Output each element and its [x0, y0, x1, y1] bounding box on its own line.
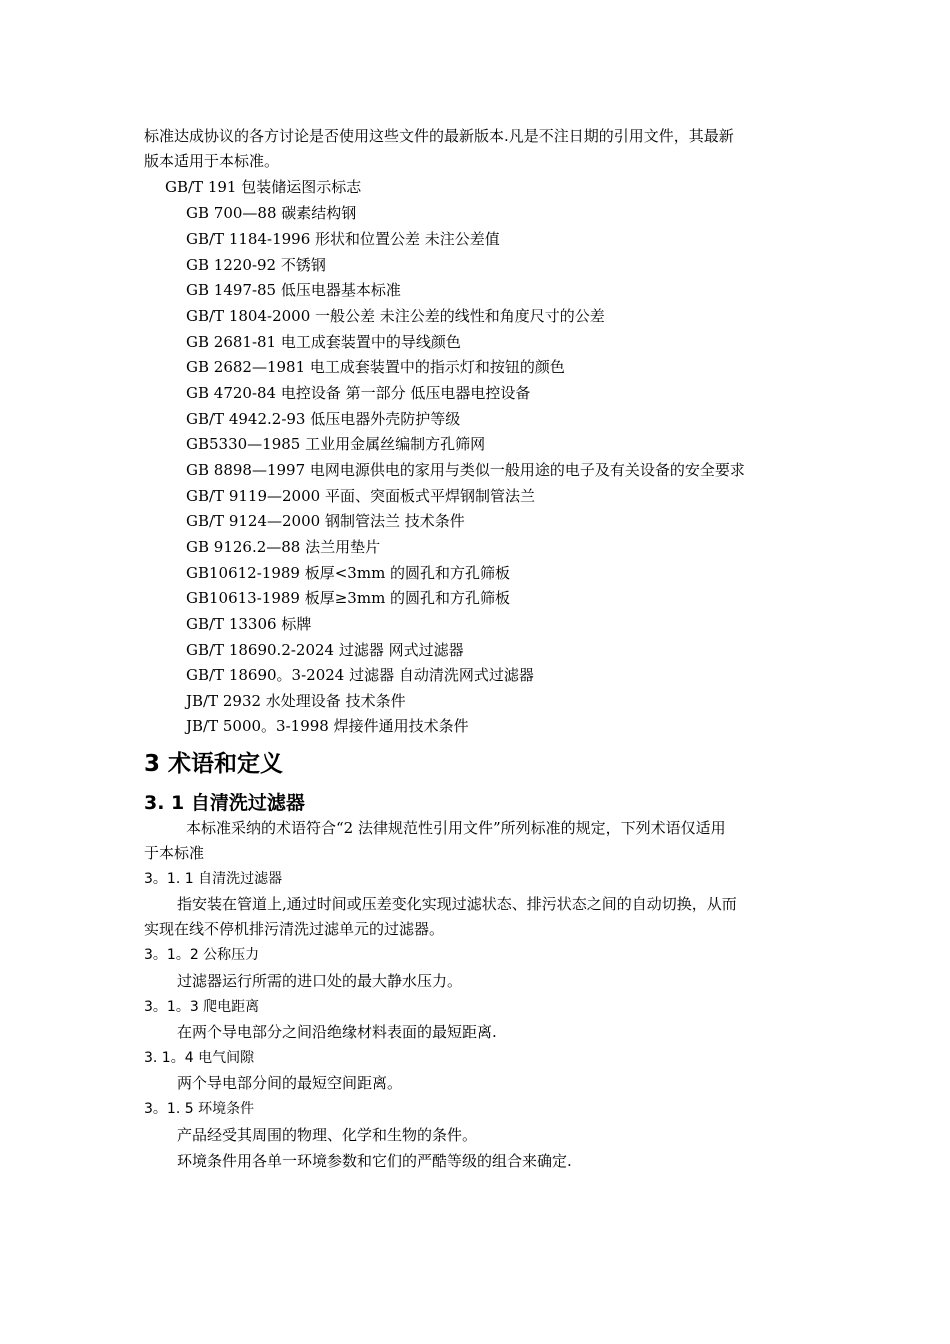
- reference-item: GB/T 9119—2000 平面、突面板式平焊钢制管法兰: [186, 487, 535, 505]
- term-heading: 3。1. 5 环境条件: [144, 1101, 255, 1117]
- reference-item: GB 700—88 碳素结构钢: [186, 204, 357, 222]
- reference-item: GB/T 13306 标牌: [186, 615, 312, 633]
- reference-item: GB10612-1989 板厚<3mm 的圆孔和方孔筛板: [186, 564, 511, 582]
- section-intro-line-2: 于本标准: [144, 844, 205, 862]
- reference-item: GB 2681-81 电工成套装置中的导线颜色: [186, 333, 461, 351]
- term-definition: 过滤器运行所需的进口处的最大静水压力。: [177, 972, 463, 990]
- reference-item: GB/T 4942.2-93 低压电器外壳防护等级: [186, 410, 461, 428]
- reference-item: GB 8898—1997 电网电源供电的家用与类似一般用途的电子及有关设备的安全要求: [186, 461, 745, 479]
- reference-item: GB/T 18690。3-2024 过滤器 自动清洗网式过滤器: [186, 666, 534, 684]
- reference-item: GB10613-1989 板厚≥3mm 的圆孔和方孔筛板: [186, 589, 511, 607]
- term-definition: 实现在线不停机排污清洗过滤单元的过滤器。: [144, 920, 445, 938]
- term-definition: 在两个导电部分之间沿绝缘材料表面的最短距离.: [177, 1023, 497, 1041]
- subsection-title: 3. 1 自清洗过滤器: [144, 792, 305, 814]
- reference-item: GB 2682—1981 电工成套装置中的指示灯和按钮的颜色: [186, 358, 565, 376]
- term-definition: 产品经受其周围的物理、化学和生物的条件。: [177, 1126, 478, 1144]
- reference-item: JB/T 5000。3-1998 焊接件通用技术条件: [186, 717, 469, 735]
- reference-item: GB 1220-92 不锈钢: [186, 256, 326, 274]
- reference-item: JB/T 2932 水处理设备 技术条件: [186, 692, 406, 710]
- reference-item: GB/T 1804-2000 一般公差 未注公差的线性和角度尺寸的公差: [186, 307, 605, 325]
- reference-item: GB 4720-84 电控设备 第一部分 低压电器电控设备: [186, 384, 531, 402]
- reference-item: GB 1497-85 低压电器基本标准: [186, 281, 401, 299]
- reference-item: GB5330—1985 工业用金属丝编制方孔筛网: [186, 435, 486, 453]
- reference-item: GB/T 1184-1996 形状和位置公差 未注公差值: [186, 230, 500, 248]
- reference-item: GB/T 191 包装储运图示标志: [165, 178, 362, 196]
- term-heading: 3. 1。4 电气间隙: [144, 1050, 255, 1066]
- reference-item: GB/T 18690.2-2024 过滤器 网式过滤器: [186, 641, 464, 659]
- term-definition: 两个导电部分间的最短空间距离。: [177, 1074, 403, 1092]
- reference-item: GB/T 9124—2000 钢制管法兰 技术条件: [186, 512, 465, 530]
- intro-line-2: 版本适用于本标准。: [144, 152, 280, 170]
- term-heading: 3。1。2 公称压力: [144, 947, 260, 963]
- section-title: 3 术语和定义: [144, 751, 284, 777]
- term-definition: 指安装在管道上,通过时间或压差变化实现过滤状态、排污状态之间的自动切换，从而: [177, 895, 737, 913]
- term-heading: 3。1. 1 自清洗过滤器: [144, 871, 283, 887]
- section-intro-line-1: 本标准采纳的术语符合“2 法律规范性引用文件”所列标准的规定，下列术语仅适用: [186, 819, 726, 837]
- reference-item: GB 9126.2—88 法兰用垫片: [186, 538, 381, 556]
- term-definition: 环境条件用各单一环境参数和它们的严酷等级的组合来确定.: [177, 1152, 572, 1170]
- term-heading: 3。1。3 爬电距离: [144, 999, 260, 1015]
- intro-line-1: 标准达成协议的各方讨论是否使用这些文件的最新版本.凡是不注日期的引用文件，其最新: [144, 127, 734, 145]
